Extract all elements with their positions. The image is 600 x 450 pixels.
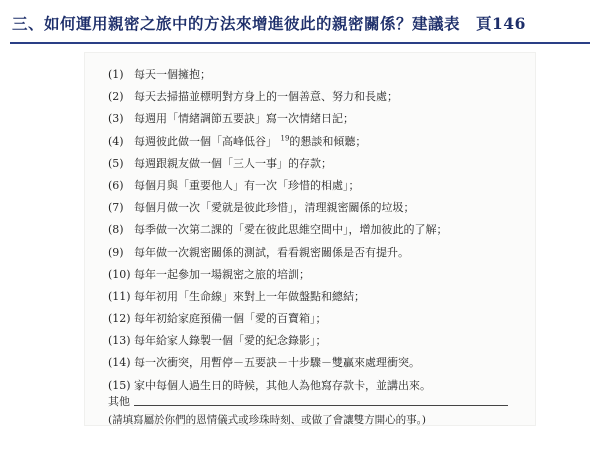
item-number: (12) xyxy=(108,312,131,326)
item-text: 每季做一次第二課的「愛在彼此思維空間中」，增加彼此的了解； xyxy=(134,223,448,237)
item-text: 每年一起參加一場親密之旅的培訓； xyxy=(134,267,310,281)
other-fill-line xyxy=(134,405,508,406)
item-text-continued: 的懇談和傾聽； xyxy=(289,134,367,148)
title-underline xyxy=(10,42,590,44)
list-item xyxy=(108,264,528,286)
list-item xyxy=(108,219,528,241)
item-text: 每一次衝突，用暫停－五要訣－十步驟－雙贏來處理衝突。 xyxy=(134,356,420,370)
list-item xyxy=(108,242,528,264)
item-text: 每天去掃描並標明對方身上的一個善意、努力和長處； xyxy=(134,90,398,104)
item-text: 每天一個擁抱； xyxy=(134,68,211,81)
instruction-note: (請填寫屬於你們的恩情儀式或珍珠時刻、或做了會讓雙方開心的事。) xyxy=(108,414,426,426)
list-item xyxy=(108,131,528,153)
item-number: (8) xyxy=(108,223,124,237)
list-item xyxy=(108,108,528,130)
footnote-marker: 19 xyxy=(280,133,290,142)
list-item xyxy=(108,308,528,330)
item-number: (6) xyxy=(108,178,124,192)
slide-title: 三、如何運用親密之旅中的方法來增進彼此的親密關係？建議表 頁146 xyxy=(12,14,526,33)
suggestion-sheet xyxy=(84,52,536,426)
item-number: (14) xyxy=(108,356,131,370)
item-text: 每年給家人錄製一個「愛的紀念錄影」； xyxy=(134,334,327,348)
item-number: (15) xyxy=(108,378,131,392)
list-item xyxy=(108,286,528,308)
list-item xyxy=(108,197,528,219)
item-number: (3) xyxy=(108,112,124,126)
item-text: 每個月與「重要他人」有一次「珍惜的相處」； xyxy=(134,178,360,192)
item-text: 每年初給家庭預備一個「愛的百寶箱」； xyxy=(134,312,327,326)
item-text: 每年初用「生命線」來對上一年做盤點和總結； xyxy=(134,289,365,303)
item-text: 每個月做一次「愛就是彼此珍惜」，清理親密關係的垃圾； xyxy=(134,201,415,215)
list-item xyxy=(108,86,528,108)
item-number: (10) xyxy=(108,267,131,281)
item-number: (2) xyxy=(108,90,124,104)
list-item xyxy=(108,153,528,175)
item-number: (9) xyxy=(108,245,124,259)
item-text: 每週用「情緒調節五要訣」寫一次情緒日記； xyxy=(134,112,354,126)
item-number: (13) xyxy=(108,334,131,348)
item-number: (1) xyxy=(108,68,124,81)
item-number: (4) xyxy=(108,134,124,148)
suggestion-list xyxy=(108,64,528,397)
other-label: 其他 xyxy=(108,395,130,408)
item-text: 每週彼此做一個「高峰低谷」 xyxy=(134,134,277,148)
list-item xyxy=(108,352,528,374)
item-text: 家中每個人過生日的時候，其他人為他寫存款卡，並講出來。 xyxy=(134,378,431,392)
list-item xyxy=(108,175,528,197)
item-text: 每週跟親友做一個「三人一事」的存款； xyxy=(134,156,332,170)
item-number: (5) xyxy=(108,156,124,170)
list-item xyxy=(108,64,528,86)
item-text: 每年做一次親密關係的測試，看看親密關係是否有提升。 xyxy=(134,245,409,259)
item-number: (7) xyxy=(108,201,124,215)
list-item xyxy=(108,330,528,352)
item-number: (11) xyxy=(108,289,131,303)
other-row xyxy=(108,393,508,409)
